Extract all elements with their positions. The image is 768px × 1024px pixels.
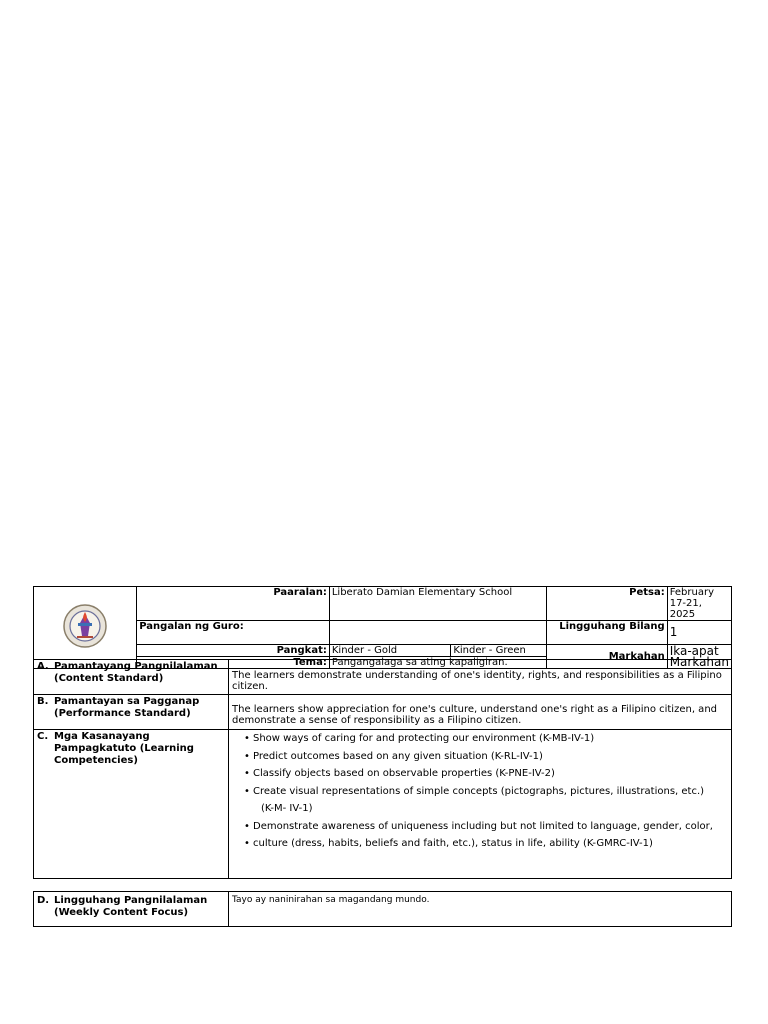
competency-item-continuation: (K-M- IV-1) bbox=[261, 803, 313, 814]
learning-competencies-row bbox=[34, 730, 732, 879]
standards-table bbox=[33, 659, 732, 879]
section-value-green: Kinder - Green bbox=[451, 645, 547, 657]
school-logo-cell bbox=[34, 587, 137, 669]
competency-item: • Show ways of caring for and protecting our environment (K-MB-IV-1) bbox=[244, 730, 728, 748]
date-value: February 17-21, 2025 bbox=[667, 587, 731, 621]
competency-item: • Demonstrate awareness of uniqueness including but not limited to language, gender, color, bbox=[244, 818, 728, 836]
theme-value: Pangangalaga sa ating kapaligiran. bbox=[329, 657, 546, 669]
section-label: Pangkat: bbox=[137, 645, 330, 657]
content-standard-row bbox=[34, 660, 732, 695]
weekly-content-row bbox=[34, 892, 732, 927]
quarter-label: Markahan bbox=[547, 645, 668, 669]
competency-item: • Predict outcomes based on any given situation (K-RL-IV-1) bbox=[244, 748, 728, 766]
theme-label: Tema: bbox=[137, 657, 330, 669]
section-title: Pamantayan sa Pagganap (Performance Standard) bbox=[54, 696, 200, 719]
section-title: Pamantayang Pangnilalaman (Content Standard) bbox=[54, 661, 218, 684]
bullet-icon: • bbox=[244, 785, 250, 797]
section-value-gold: Kinder - Gold bbox=[329, 645, 450, 657]
week-label: Lingguhang Bilang bbox=[547, 621, 668, 645]
performance-standard-text: The learners show appreciation for one's culture, understand one's right as a Filipino citizen, and demonstrate a sense of responsibility as a Filipino citizen. bbox=[229, 695, 732, 730]
competency-item: • Create visual representations of simple concepts (pictographs, pictures, illustrations, etc.) bbox=[244, 783, 728, 801]
teacher-label: Pangalan ng Guro: bbox=[137, 621, 330, 645]
content-standard-text: The learners demonstrate understanding of one's identity, rights, and responsibilities as a Filipino citizen. bbox=[229, 660, 732, 695]
bullet-icon: • bbox=[244, 733, 250, 744]
bullet-icon: • bbox=[244, 750, 250, 762]
section-letter: C. bbox=[37, 731, 49, 742]
competency-item: • culture (dress, habits, beliefs and faith, etc.), status in life, ability (K-GMRC-IV-1) bbox=[244, 835, 728, 853]
section-letter: A. bbox=[37, 661, 49, 672]
date-label: Petsa: bbox=[547, 587, 668, 621]
school-label: Paaralan: bbox=[137, 587, 330, 621]
bullet-icon: • bbox=[244, 820, 250, 832]
school-seal-logo bbox=[61, 603, 109, 649]
content-standard-heading bbox=[34, 660, 229, 695]
bullet-icon: • bbox=[244, 768, 250, 779]
section-title: Mga Kasanayang Pampagkatuto (Learning Competencies) bbox=[54, 731, 194, 766]
bullet-icon: • bbox=[244, 838, 250, 849]
learning-competencies-list-cell bbox=[229, 730, 732, 879]
week-value: 1 bbox=[667, 621, 731, 645]
performance-standard-row bbox=[34, 695, 732, 730]
quarter-value: Ika-apat Markahan bbox=[667, 645, 731, 669]
weekly-content-table bbox=[33, 891, 732, 927]
weekly-content-text: Tayo ay naninirahan sa magandang mundo. bbox=[229, 892, 732, 927]
section-letter: D. bbox=[37, 895, 50, 906]
lesson-header-table bbox=[33, 586, 732, 669]
learning-competencies-list bbox=[232, 730, 728, 853]
learning-competencies-heading bbox=[34, 730, 229, 879]
school-value: Liberato Damian Elementary School bbox=[329, 587, 546, 621]
competency-item: • Classify objects based on observable properties (K-PNE-IV-2) bbox=[244, 765, 728, 783]
section-letter: B. bbox=[37, 696, 49, 707]
performance-standard-heading bbox=[34, 695, 229, 730]
teacher-value bbox=[329, 621, 546, 645]
weekly-content-heading bbox=[34, 892, 229, 927]
section-title: Lingguhang Pangnilalaman (Weekly Content Focus) bbox=[54, 895, 208, 918]
